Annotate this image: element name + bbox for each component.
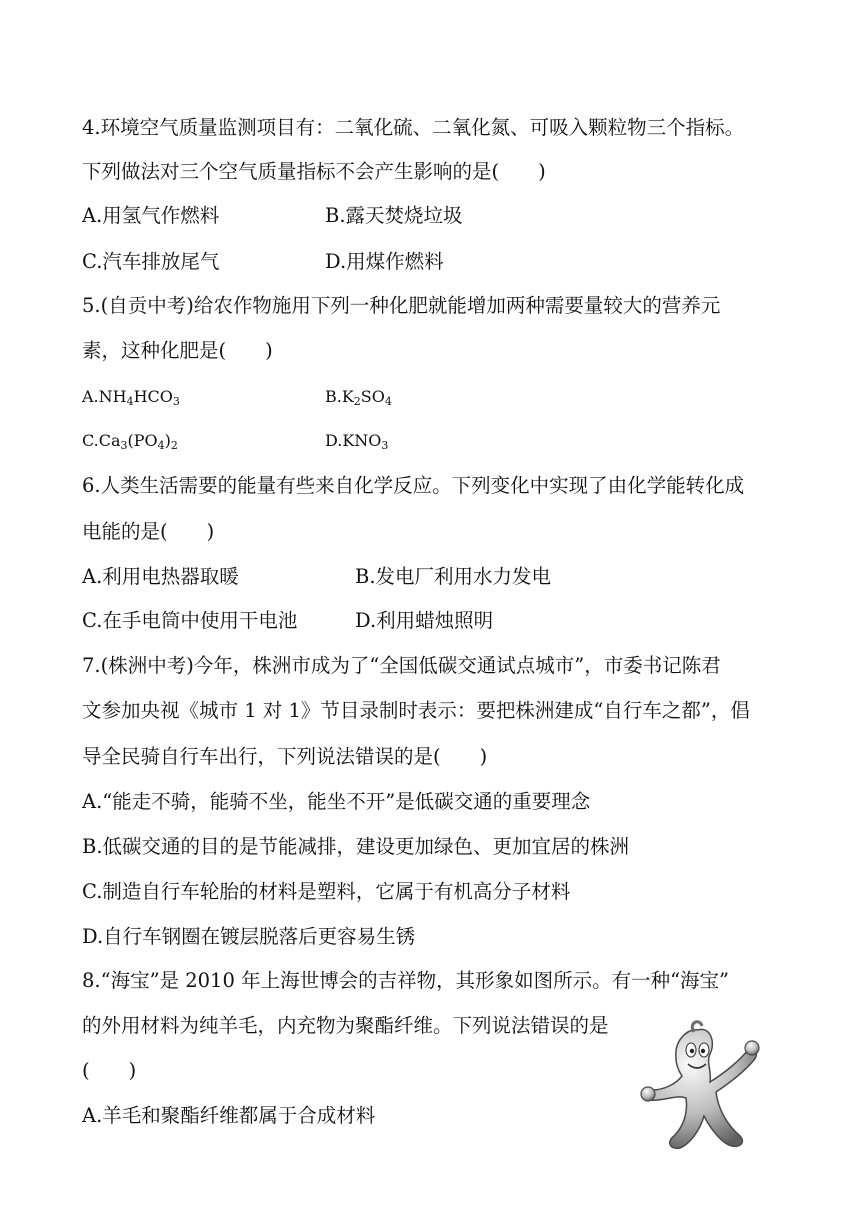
- q7-stem-line-1: 7.(株洲中考)今年，株洲市成为了“全国低碳交通试点城市”，市委书记陈君: [82, 654, 721, 677]
- q8-stem-line-1: 8.“海宝”是 2010 年上海世博会的吉祥物，其形象如图所示。有一种“海宝”: [82, 969, 730, 992]
- q7-stem-line-2: 文参加央视《城市 1 对 1》节目录制时表示：要把株洲建成“自行车之都”，倡: [82, 699, 750, 722]
- q4-stem-line-1: 4.环境空气质量监测项目有：二氧化硫、二氧化氮、可吸入颗粒物三个指标。: [82, 116, 745, 139]
- q4-option-a: A.用氢气作燃料: [82, 204, 220, 227]
- q6-option-d: D.利用蜡烛照明: [355, 609, 494, 632]
- q7-option-a: A.“能走不骑，能骑不坐，能坐不开”是低碳交通的重要理念: [82, 790, 591, 813]
- q5-option-d: $D.KNO_3$: [325, 431, 389, 452]
- q7-option-b: B.低碳交通的目的是节能减排，建设更加绿色、更加宜居的株洲: [82, 835, 630, 858]
- q8-stem-line-3: ( ): [82, 1059, 137, 1082]
- q7-stem-line-3: 导全民骑自行车出行，下列说法错误的是( ): [82, 745, 488, 768]
- q4-option-b: B.露天焚烧垃圾: [325, 204, 463, 227]
- q5-option-a: $A.NH_4HCO_3$: [82, 387, 180, 408]
- q8-option-a: A.羊毛和聚酯纤维都属于合成材料: [82, 1104, 376, 1127]
- q8-stem-line-2: 的外用材料为纯羊毛，内充物为聚酯纤维。下列说法错误的是: [82, 1014, 609, 1037]
- q7-option-c: C.制造自行车轮胎的材料是塑料，它属于有机高分子材料: [82, 880, 571, 903]
- q4-option-c: C.汽车排放尾气: [82, 250, 220, 273]
- q6-option-b: B.发电厂利用水力发电: [355, 565, 552, 588]
- q5-option-b: $B.K_2SO_4$: [325, 387, 392, 408]
- q6-option-a: A.利用电热器取暖: [82, 565, 239, 588]
- haibao-mascot-image: [636, 1020, 766, 1154]
- q4-stem-line-2: 下列做法对三个空气质量指标不会产生影响的是( ): [82, 160, 546, 183]
- q6-option-c: C.在手电筒中使用干电池: [82, 609, 298, 632]
- q4-option-d: D.用煤作燃料: [325, 250, 444, 273]
- q7-option-d: D.自行车钢圈在镀层脱落后更容易生锈: [82, 925, 416, 948]
- q6-stem-line-1: 6.人类生活需要的能量有些来自化学反应。下列变化中实现了由化学能转化成: [82, 474, 745, 497]
- q5-option-c: $C.Ca_3(PO_4)_2$: [82, 431, 178, 452]
- q5-stem-line-1: 5.(自贡中考)给农作物施用下列一种化肥就能增加两种需要量较大的营养元: [82, 294, 721, 317]
- q6-stem-line-2: 电能的是( ): [82, 520, 215, 543]
- q5-stem-line-2: 素，这种化肥是( ): [82, 339, 273, 362]
